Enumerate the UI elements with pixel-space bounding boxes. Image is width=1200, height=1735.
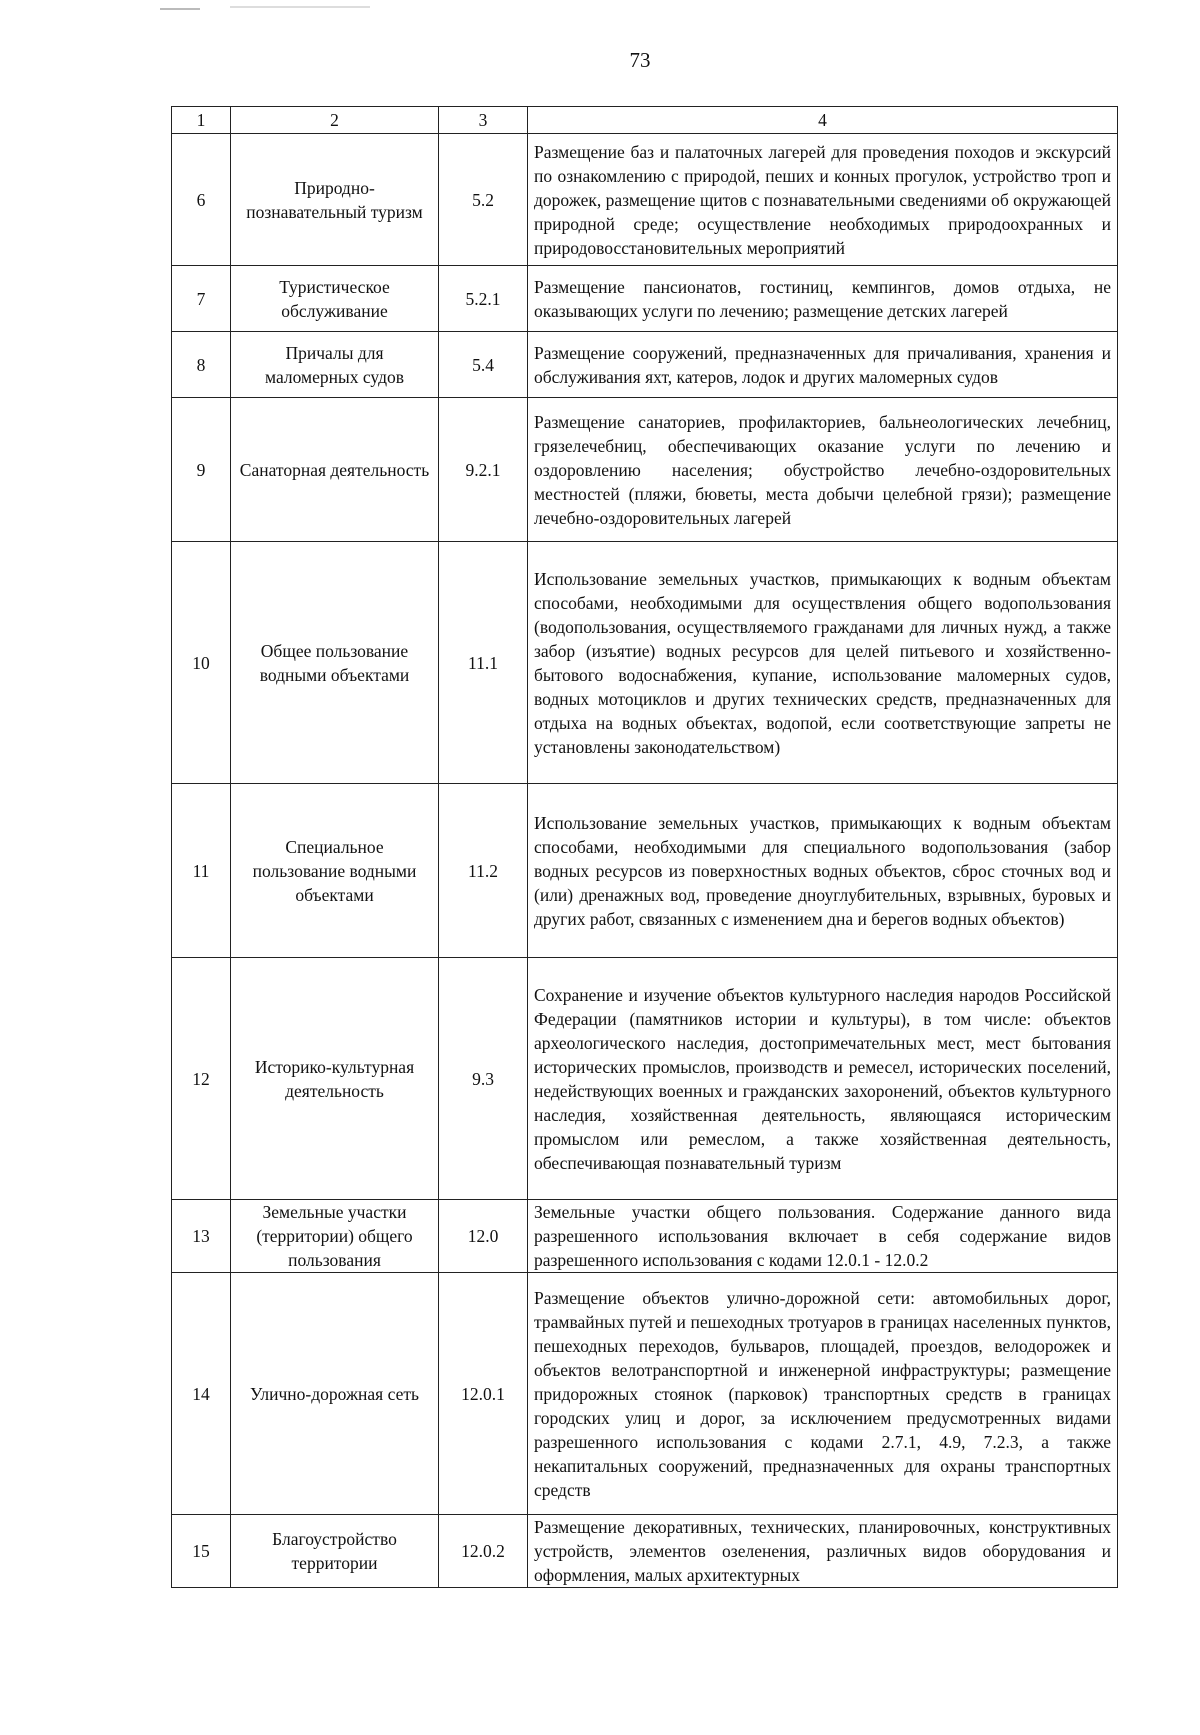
- use-type-name: Специальное пользование водными объектами: [231, 784, 439, 958]
- table-row: [172, 332, 1118, 398]
- use-type-description: Размещение баз и палаточных лагерей для проведения походов и экскурсий по ознакомлению с природой, пеших и конных прогулок, устройство троп и дорожек, размещение щитов с познавательными сведениями об окружающей природной среде; осуществление необходимых природоохранных и природовосстановительных мероприятий: [528, 134, 1118, 266]
- use-type-description: Использование земельных участков, примыкающих к водным объектам способами, необходимыми для осуществления общего водопользования (водопользования, осуществляемого гражданами для личных нужд, а также забор (изъятие) водных ресурсов для целей питьевого и хозяйственно-бытового водоснабжения, купание, использование маломерных судов, водных мотоциклов и других технических средств, предназначенных для отдыха на водных объектах, водопой, если соответствующие запреты не установлены законодательством): [528, 542, 1118, 784]
- use-type-code: 9.3: [439, 958, 528, 1200]
- row-number: 12: [172, 958, 231, 1200]
- table-row: [172, 542, 1118, 784]
- use-type-description: Размещение сооружений, предназначенных для причаливания, хранения и обслуживания яхт, катеров, лодок и других маломерных судов: [528, 332, 1118, 398]
- use-type-name: Причалы для маломерных судов: [231, 332, 439, 398]
- use-type-code: 11.1: [439, 542, 528, 784]
- column-header: 3: [439, 107, 528, 134]
- use-type-description: Земельные участки общего пользования. Содержание данного вида разрешенного использования включает в себя содержание видов разрешенного использования с кодами 12.0.1 - 12.0.2: [528, 1200, 1118, 1273]
- land-use-table: [171, 106, 1118, 1588]
- scan-mark: [230, 6, 370, 8]
- row-number: 15: [172, 1515, 231, 1588]
- use-type-description: Размещение объектов улично-дорожной сети: автомобильных дорог, трамвайных путей и пешеходных тротуаров в границах населенных пунктов, пешеходных переходов, бульваров, площадей, проездов, велодорожек и объектов велотранспортной и инженерной инфраструктуры; размещение придорожных стоянок (парковок) транспортных средств в границах городских улиц и дорог, за исключением предусмотренных видами разрешенного использования с кодами 2.7.1, 4.9, 7.2.3, а также некапитальных сооружений, предназначенных для охраны транспортных средств: [528, 1273, 1118, 1515]
- column-header: 4: [528, 107, 1118, 134]
- table-row: [172, 958, 1118, 1200]
- use-type-code: 12.0: [439, 1200, 528, 1273]
- use-type-description: Сохранение и изучение объектов культурного наследия народов Российской Федерации (памятников истории и культуры), в том числе: объектов археологического наследия, достопримечательных мест, мест бытования исторических промыслов, производств и ремесел, исторических поселений, недействующих военных и гражданских захоронений, объектов культурного наследия, хозяйственная деятельность, являющаяся историческим промыслом или ремеслом, а также хозяйственная деятельность, обеспечивающая познавательный туризм: [528, 958, 1118, 1200]
- use-type-code: 5.2: [439, 134, 528, 266]
- table-row: [172, 784, 1118, 958]
- row-number: 10: [172, 542, 231, 784]
- row-number: 13: [172, 1200, 231, 1273]
- use-type-name: Земельные участки (территории) общего пользования: [231, 1200, 439, 1273]
- row-number: 7: [172, 266, 231, 332]
- column-header: 2: [231, 107, 439, 134]
- table-row: [172, 134, 1118, 266]
- row-number: 11: [172, 784, 231, 958]
- use-type-name: Туристическое обслуживание: [231, 266, 439, 332]
- use-type-code: 12.0.2: [439, 1515, 528, 1588]
- table-row: [172, 266, 1118, 332]
- row-number: 14: [172, 1273, 231, 1515]
- use-type-description: Размещение санаториев, профилакториев, бальнеологических лечебниц, грязелечебниц, обеспечивающих оказание услуги по лечению и оздоровлению населения; обустройство лечебно-оздоровительных местностей (пляжи, бюветы, места добычи целебной грязи); размещение лечебно-оздоровительных лагерей: [528, 398, 1118, 542]
- use-type-code: 11.2: [439, 784, 528, 958]
- use-type-code: 12.0.1: [439, 1273, 528, 1515]
- table-row: [172, 1273, 1118, 1515]
- use-type-name: Общее пользование водными объектами: [231, 542, 439, 784]
- table-row: [172, 398, 1118, 542]
- row-number: 8: [172, 332, 231, 398]
- use-type-name: Историко-культурная деятельность: [231, 958, 439, 1200]
- scan-mark: [160, 8, 200, 10]
- row-number: 9: [172, 398, 231, 542]
- use-type-name: Благоустройство территории: [231, 1515, 439, 1588]
- use-type-code: 9.2.1: [439, 398, 528, 542]
- use-type-description: Размещение декоративных, технических, планировочных, конструктивных устройств, элементов озеленения, различных видов оборудования и оформления, малых архитектурных: [528, 1515, 1118, 1588]
- page-number: 73: [629, 48, 651, 72]
- table-row: [172, 1515, 1118, 1588]
- use-type-name: Санаторная деятельность: [231, 398, 439, 542]
- use-type-name: Природно-познавательный туризм: [231, 134, 439, 266]
- use-type-description: Использование земельных участков, примыкающих к водным объектам способами, необходимыми для специального водопользования (забор водных ресурсов из поверхностных водных объектов, сброс сточных вод и (или) дренажных вод, проведение дноуглубительных, взрывных, буровых и других работ, связанных с изменением дна и берегов водных объектов): [528, 784, 1118, 958]
- table-header-row: [172, 107, 1118, 134]
- use-type-code: 5.4: [439, 332, 528, 398]
- row-number: 6: [172, 134, 231, 266]
- column-header: 1: [172, 107, 231, 134]
- table-row: [172, 1200, 1118, 1273]
- use-type-code: 5.2.1: [439, 266, 528, 332]
- use-type-description: Размещение пансионатов, гостиниц, кемпингов, домов отдыха, не оказывающих услуги по лечению; размещение детских лагерей: [528, 266, 1118, 332]
- use-type-name: Улично-дорожная сеть: [231, 1273, 439, 1515]
